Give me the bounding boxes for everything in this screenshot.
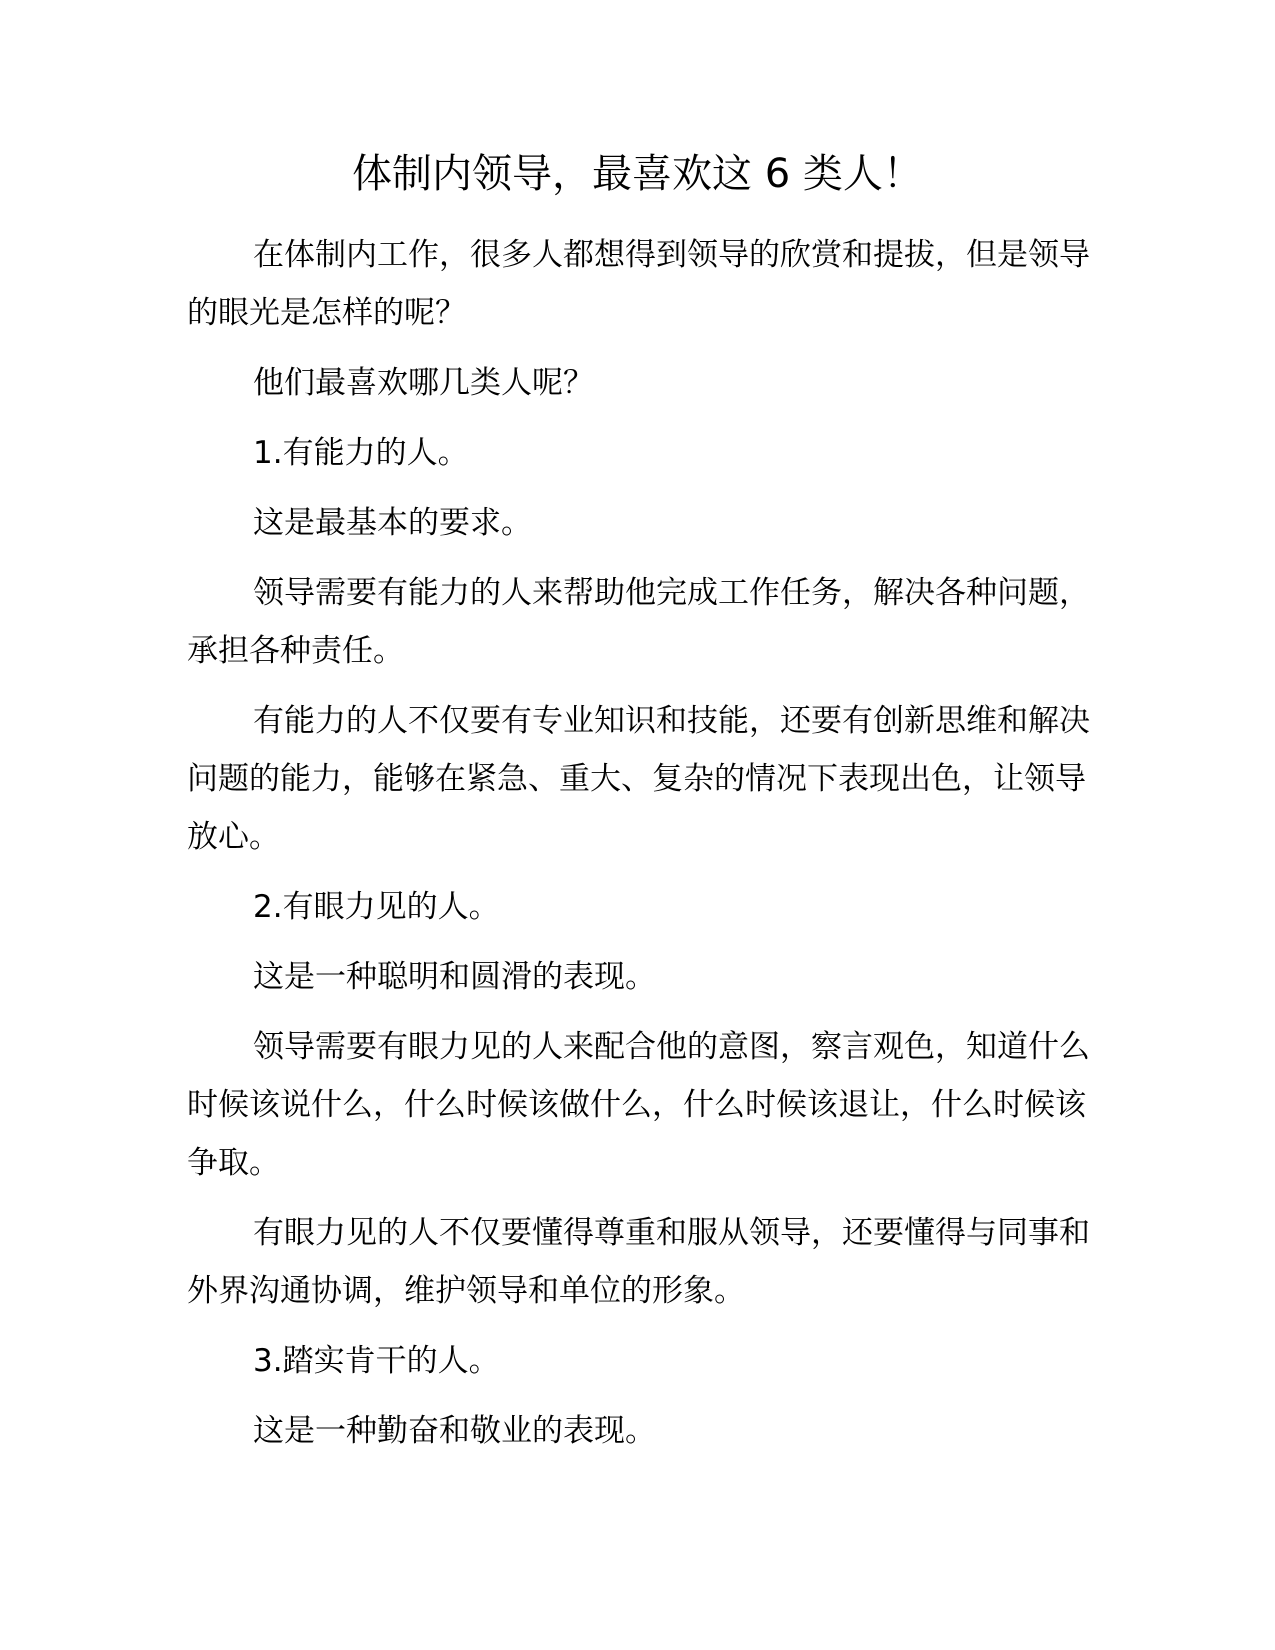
paragraph: 领导需要有能力的人来帮助他完成工作任务，解决各种问题，承担各种责任。 — [187, 575, 1090, 669]
paragraph: 这是最基本的要求。 — [253, 505, 532, 541]
section-heading-3: 3.踏实肯干的人。 — [253, 1343, 500, 1379]
section-heading-2: 2.有眼力见的人。 — [253, 889, 500, 925]
paragraph: 这是一种聪明和圆滑的表现。 — [253, 959, 656, 995]
paragraph: 领导需要有眼力见的人来配合他的意图，察言观色，知道什么时候该说什么，什么时候该做什么，什么时候该退让，什么时候该争取。 — [187, 1029, 1090, 1181]
paragraph: 这是一种勤奋和敬业的表现。 — [253, 1413, 656, 1449]
paragraph: 有能力的人不仅要有专业知识和技能，还要有创新思维和解决问题的能力，能够在紧急、重大、复杂的情况下表现出色，让领导放心。 — [187, 703, 1090, 855]
paragraph: 有眼力见的人不仅要懂得尊重和服从领导，还要懂得与同事和外界沟通协调，维护领导和单位的形象。 — [187, 1215, 1090, 1309]
section-heading-1: 1.有能力的人。 — [253, 435, 469, 471]
document-title: 体制内领导，最喜欢这 6 类人！ — [352, 151, 923, 197]
document-body — [187, 226, 1092, 1472]
paragraph-question: 他们最喜欢哪几类人呢？ — [253, 365, 594, 401]
paragraph-intro: 在体制内工作，很多人都想得到领导的欣赏和提拔，但是领导的眼光是怎样的呢？ — [187, 237, 1090, 331]
